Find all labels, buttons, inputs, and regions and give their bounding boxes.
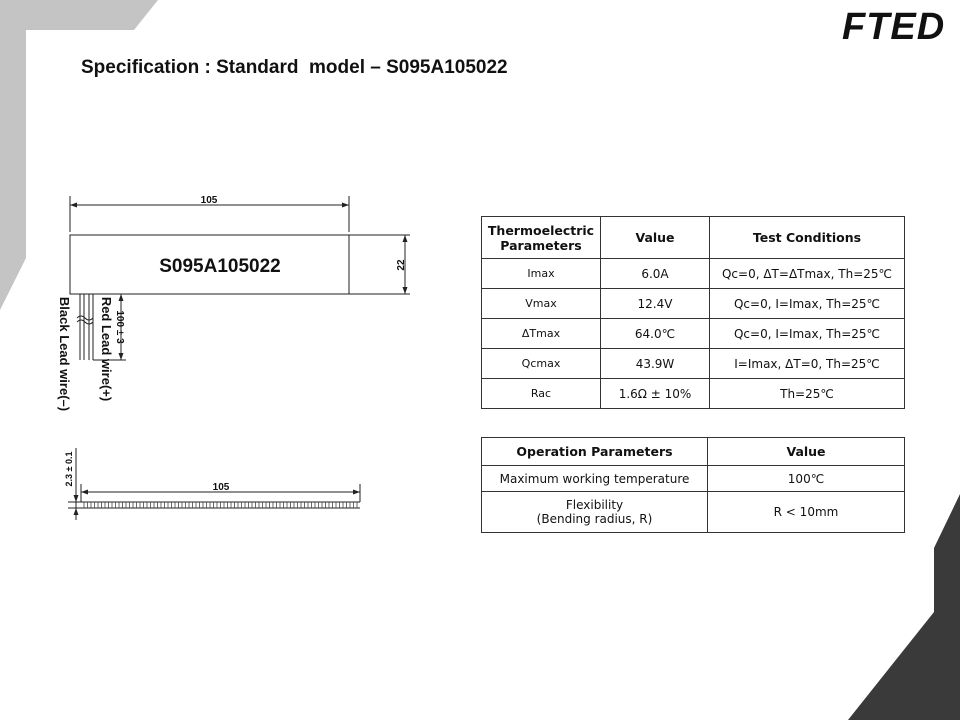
dim-lead-length: 100 ± 3 (114, 310, 125, 344)
param-value: R < 10mm (708, 492, 905, 533)
param-condition: Qc=0, I=Imax, Th=25℃ (710, 289, 905, 319)
param-name: Vmax (482, 289, 601, 319)
param-value: 43.9W (601, 349, 710, 379)
param-name: ΔTmax (482, 319, 601, 349)
header-parameter: Thermoelectric Parameters (482, 217, 601, 259)
table-row (482, 259, 905, 289)
dim-bottom-width: 105 (212, 482, 230, 493)
table-row (482, 492, 905, 533)
table-row (482, 349, 905, 379)
table-row (482, 379, 905, 409)
param-condition: Qc=0, ΔT=ΔTmax, Th=25℃ (710, 259, 905, 289)
header-value: Value (601, 217, 710, 259)
param-name: Rac (482, 379, 601, 409)
dim-height: 22 (396, 259, 407, 271)
black-lead-label: Black Lead wire(–) (57, 296, 72, 412)
red-lead-label: Red Lead wire(+) (99, 296, 114, 402)
param-condition: Th=25℃ (710, 379, 905, 409)
param-name: Maximum working temperature (482, 466, 708, 492)
table-row (482, 289, 905, 319)
dim-top-width: 105 (200, 195, 218, 206)
param-value: 6.0A (601, 259, 710, 289)
header-operation-parameters: Operation Parameters (482, 438, 708, 466)
param-condition: I=Imax, ΔT=0, Th=25℃ (710, 349, 905, 379)
param-value: 12.4V (601, 289, 710, 319)
svg-text:FTED: FTED (842, 6, 946, 46)
param-condition: Qc=0, I=Imax, Th=25℃ (710, 319, 905, 349)
dim-thickness: 2.3 ± 0.1 (64, 451, 74, 487)
param-value: 100℃ (708, 466, 905, 492)
operation-parameters-table (481, 437, 905, 533)
param-name: Imax (482, 259, 601, 289)
module-label: S095A105022 (159, 256, 281, 277)
table-row (482, 319, 905, 349)
header-test-conditions: Test Conditions (710, 217, 905, 259)
table-row (482, 466, 905, 492)
param-name: Qcmax (482, 349, 601, 379)
param-value: 1.6Ω ± 10% (601, 379, 710, 409)
param-value: 64.0℃ (601, 319, 710, 349)
thermoelectric-parameters-table (481, 216, 905, 409)
header-value: Value (708, 438, 905, 466)
page-title: Specification : Standard model – S095A105022 (81, 57, 508, 78)
param-name: Flexibility (Bending radius, R) (482, 492, 708, 533)
